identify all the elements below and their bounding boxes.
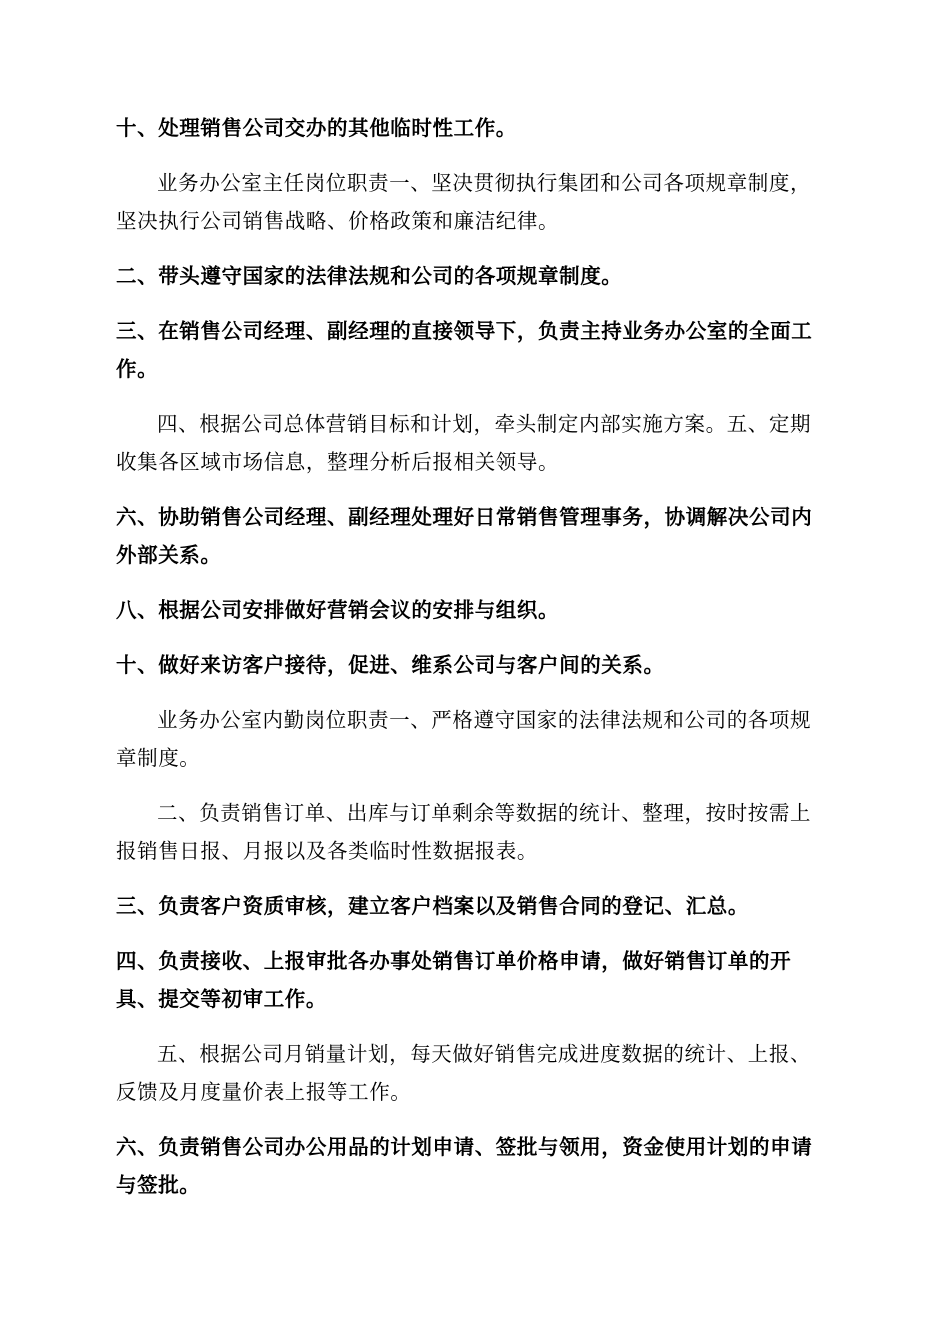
paragraph-4: 三、在销售公司经理、副经理的直接领导下，负责主持业务办公室的全面工作。 xyxy=(116,319,813,381)
paragraph-11: 三、负责客户资质审核，建立客户档案以及销售合同的登记、汇总。 xyxy=(116,894,749,918)
paragraph-1: 十、处理销售公司交办的其他临时性工作。 xyxy=(116,116,517,140)
paragraph-7: 八、根据公司安排做好营销会议的安排与组织。 xyxy=(116,598,560,622)
paragraph-6: 六、协助销售公司经理、副经理处理好日常销售管理事务，协调解决公司内外部关系。 xyxy=(116,505,813,567)
paragraph-13: 五、根据公司月销量计划，每天做好销售完成进度数据的统计、上报、反馈及月度量价表上报等工作。 xyxy=(116,1042,812,1104)
paragraph-5: 四、根据公司总体营销目标和计划，牵头制定内部实施方案。五、定期收集各区域市场信息，整理分析后报相关领导。 xyxy=(116,412,812,474)
paragraph-12: 四、负责接收、上报审批各办事处销售订单价格申请，做好销售订单的开具、提交等初审工作。 xyxy=(116,949,792,1011)
paragraph-10: 二、负责销售订单、出库与订单剩余等数据的统计、整理，按时按需上报销售日报、月报以及各类临时性数据报表。 xyxy=(116,801,812,863)
document-body xyxy=(116,109,832,1204)
paragraph-14: 六、负责销售公司办公用品的计划申请、签批与领用，资金使用计划的申请与签批。 xyxy=(116,1135,813,1197)
paragraph-9: 业务办公室内勤岗位职责一、严格遵守国家的法律法规和公司的各项规章制度。 xyxy=(116,708,812,770)
paragraph-2: 业务办公室主任岗位职责一、坚决贯彻执行集团和公司各项规章制度，坚决执行公司销售战略、价格政策和廉洁纪律。 xyxy=(116,171,812,233)
paragraph-3: 二、带头遵守国家的法律法规和公司的各项规章制度。 xyxy=(116,264,623,288)
paragraph-8: 十、做好来访客户接待，促进、维系公司与客户间的关系。 xyxy=(116,653,665,677)
